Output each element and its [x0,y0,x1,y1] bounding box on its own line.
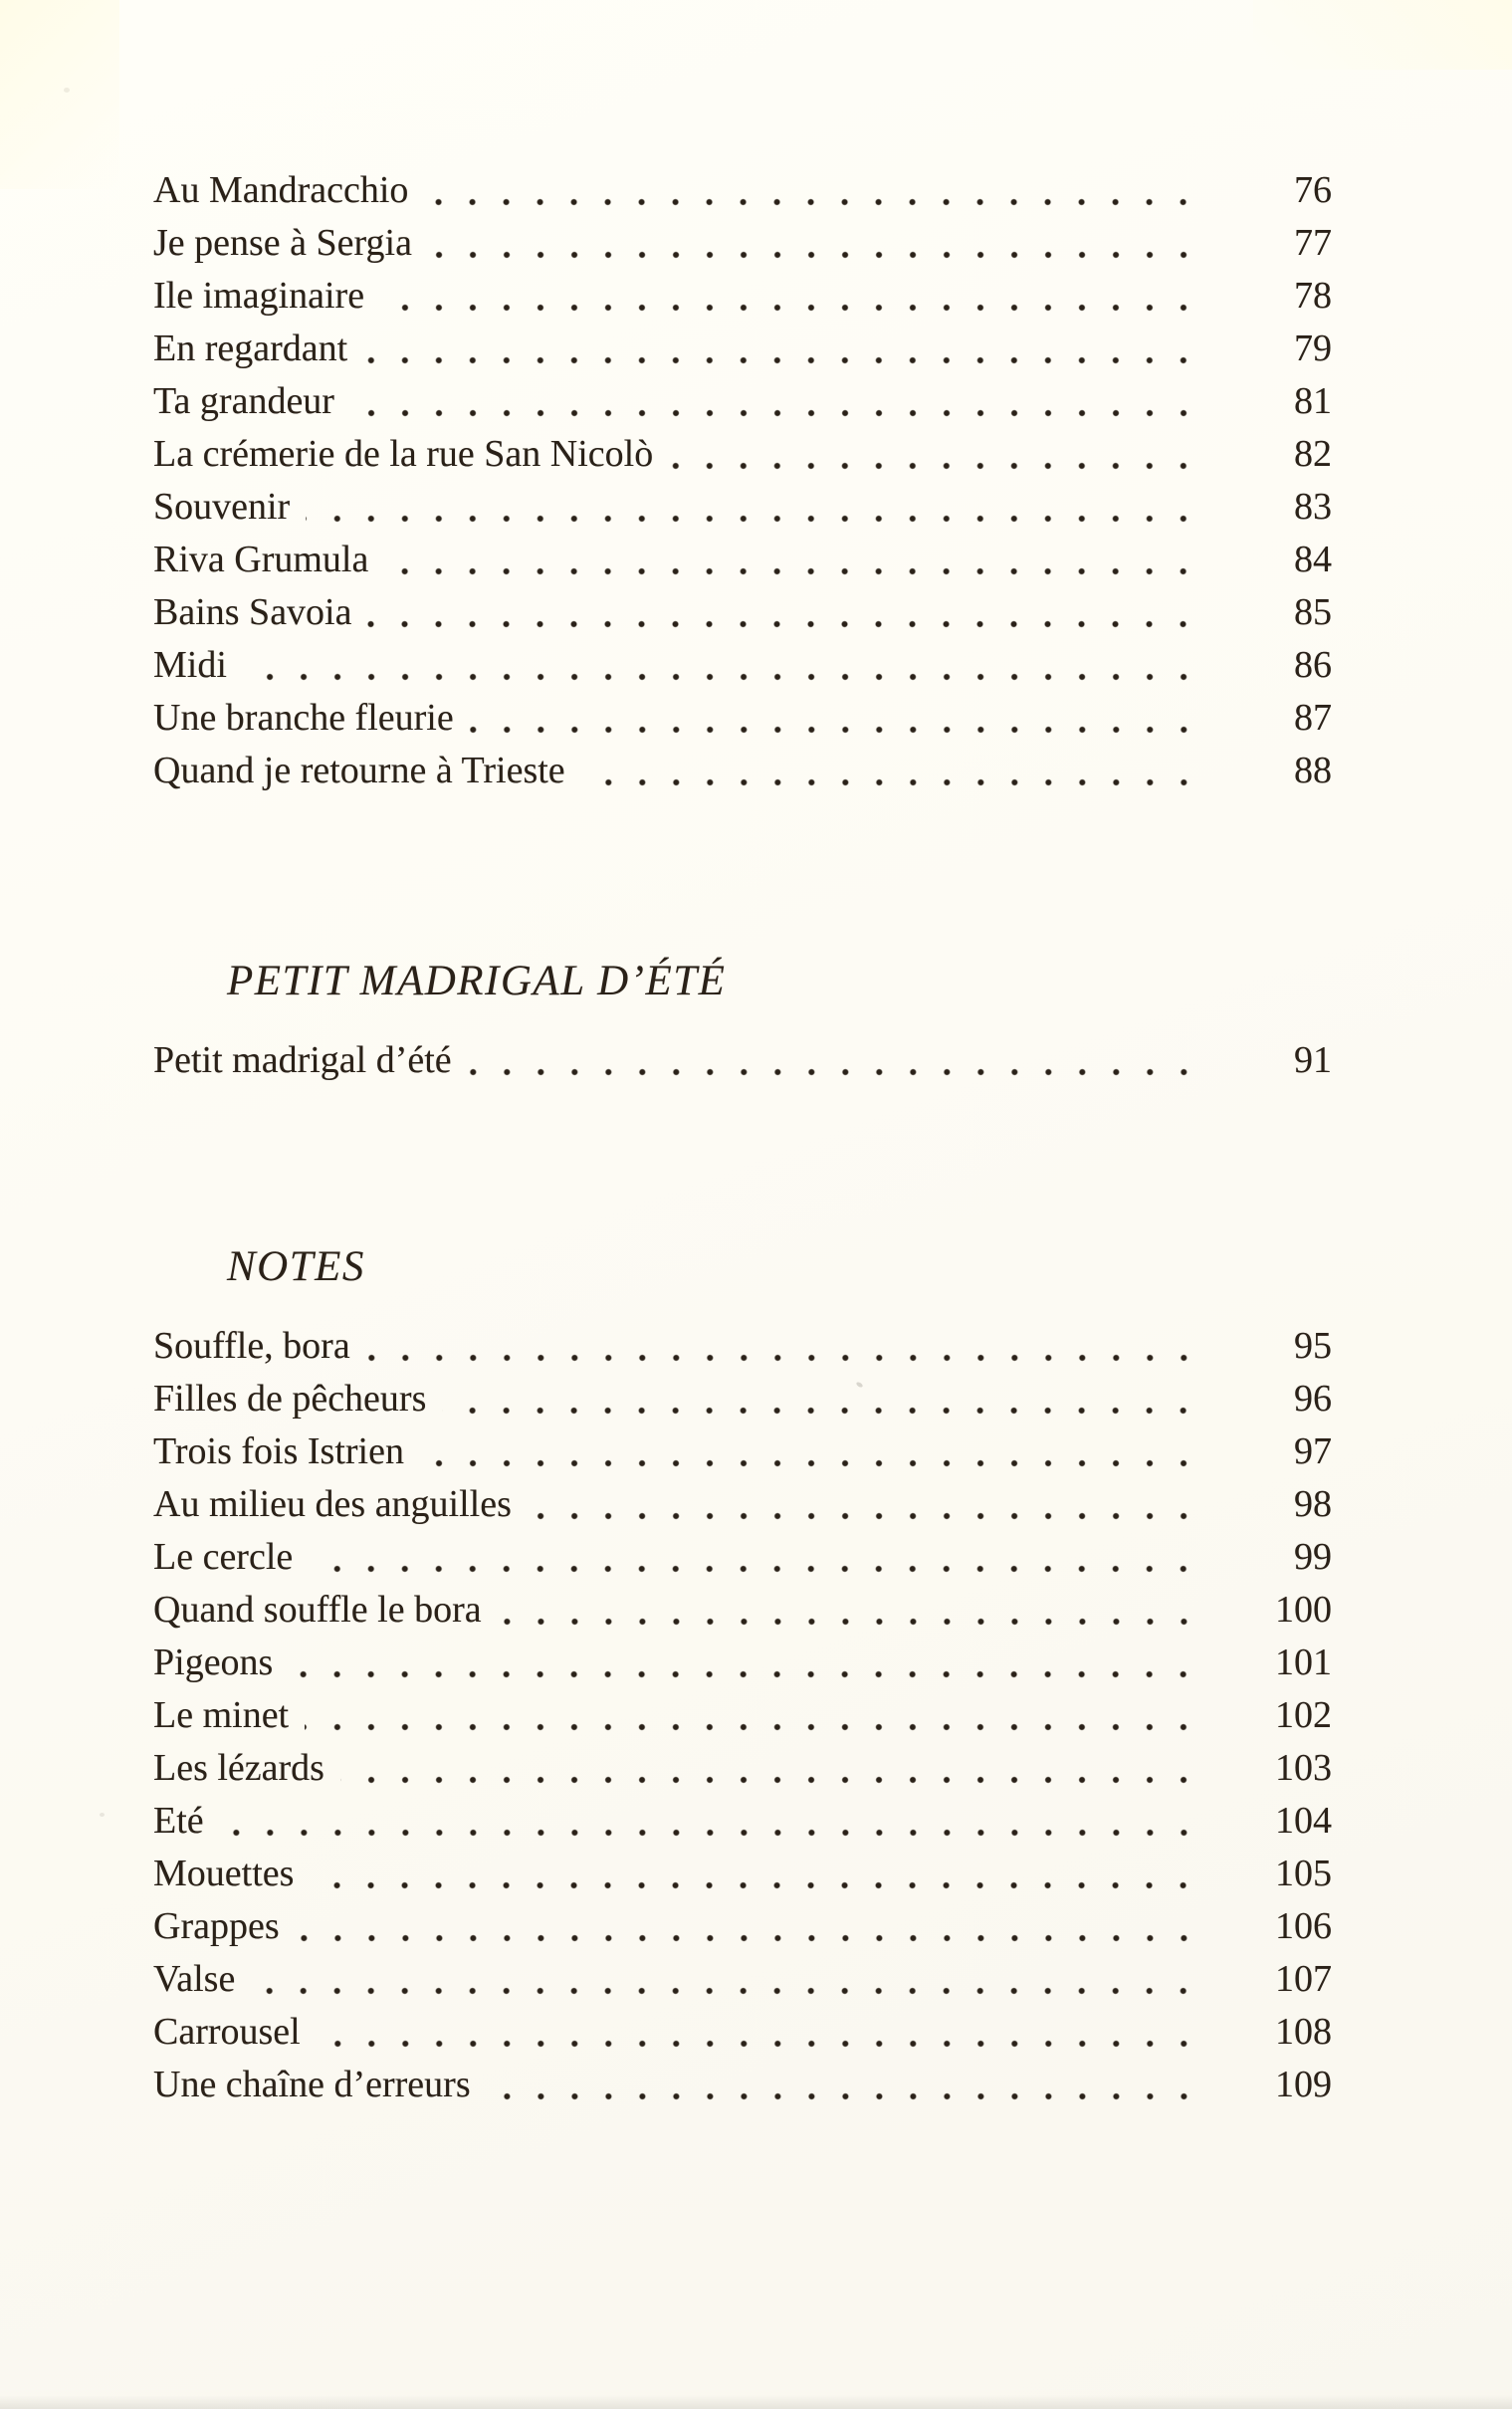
entry-title: Trois fois Istrien [153,1430,404,1472]
entry-title: Ile imaginaire [153,275,365,317]
entry-page-number: 77 [1294,222,1332,264]
toc-list [153,1320,1332,2111]
entry-title: Une branche fleurie [153,697,454,739]
entry-page-number: 86 [1294,644,1332,686]
entry-title: Ta grandeur [153,380,334,422]
entry-title: Filles de pêcheurs [153,1378,427,1420]
entry-title: Souvenir [153,486,291,528]
toc-entry [153,1689,1332,1742]
entry-page-number: 103 [1275,1747,1332,1789]
entry-page-number: 79 [1294,328,1332,369]
dot-leader [384,566,1212,576]
dot-leader [251,1986,1212,1996]
dot-leader [309,1564,1212,1574]
entry-title: Au Mandracchio [153,169,409,211]
entry-title: La crémerie de la rue San Nicolò [153,433,654,475]
entry-title: Une chaîne d’erreurs [153,2064,471,2105]
toc-entry [153,1584,1332,1637]
entry-title: Riva Grumula [153,539,369,580]
entry-title: Grappes [153,1905,280,1947]
toc-entry [153,2006,1332,2059]
entry-page-number: 106 [1275,1905,1332,1947]
entry-page-number: 95 [1294,1325,1332,1367]
toc-entry [153,745,1332,797]
toc-entry [153,1478,1332,1531]
toc-entry [153,1637,1332,1689]
entry-page-number: 97 [1294,1430,1332,1472]
dot-leader [424,197,1212,207]
entry-page-number: 91 [1294,1039,1332,1081]
dot-leader [289,1669,1212,1679]
toc-entry [153,639,1332,692]
entry-page-number: 105 [1275,1853,1332,1894]
entry-title: Je pense à Sergia [153,222,412,264]
dot-leader [420,1458,1212,1468]
toc-entry [153,1425,1332,1478]
entry-page-number: 76 [1294,169,1332,211]
dot-leader [340,1775,1212,1785]
entry-page-number: 99 [1294,1536,1332,1578]
dot-leader [487,2091,1212,2101]
dot-leader [367,619,1212,629]
entry-title: Valse [153,1958,236,2000]
toc-entry [153,375,1332,428]
entry-title: En regardant [153,328,348,369]
toc-entry [153,534,1332,586]
entry-page-number: 96 [1294,1378,1332,1420]
entry-page-number: 85 [1294,591,1332,633]
entry-title: Le minet [153,1694,290,1736]
dot-leader [581,777,1212,787]
dot-leader [220,1828,1212,1838]
entry-title: Le cercle [153,1536,294,1578]
dot-leader [468,1067,1212,1077]
entry-title: Midi [153,644,227,686]
dot-leader [470,725,1212,735]
entry-page-number: 107 [1275,1958,1332,2000]
toc-entry [153,164,1332,217]
toc-entry [153,1848,1332,1900]
entry-page-number: 83 [1294,486,1332,528]
toc-section [153,164,1332,797]
dot-leader [306,514,1212,524]
toc-entry [153,1900,1332,1953]
dot-leader [296,1933,1212,1943]
toc-entry [153,2059,1332,2111]
entry-title: Au milieu des anguilles [153,1483,512,1525]
toc-entry [153,323,1332,375]
entry-title: Bains Savoia [153,591,352,633]
toc-section [153,957,1332,1087]
toc-entry [153,1795,1332,1848]
scan-corner-tint [0,0,119,189]
entry-title: Carrousel [153,2011,301,2053]
entry-page-number: 100 [1275,1589,1332,1631]
toc-entry [153,270,1332,323]
toc-entry [153,481,1332,534]
toc-entry [153,428,1332,481]
section-heading: NOTES [227,1243,365,1290]
entry-page-number: 101 [1275,1642,1332,1683]
entry-page-number: 78 [1294,275,1332,317]
entry-page-number: 108 [1275,2011,1332,2053]
dot-leader [380,303,1212,313]
section-heading: PETIT MADRIGAL D’ÉTÉ [227,958,727,1004]
dot-leader [363,355,1212,365]
entry-title: Quand je retourne à Trieste [153,750,565,791]
toc-entry [153,692,1332,745]
entry-page-number: 81 [1294,380,1332,422]
toc-list [153,1034,1332,1087]
toc-section [153,1242,1332,2111]
dot-leader [428,250,1212,260]
scan-speck [64,88,70,93]
dot-leader [528,1511,1212,1521]
entry-title: Eté [153,1800,204,1842]
entry-page-number: 104 [1275,1800,1332,1842]
toc-entry [153,1034,1332,1087]
dot-leader [317,2039,1212,2049]
toc-entry [153,1953,1332,2006]
dot-leader [305,1722,1212,1732]
dot-leader [366,1353,1212,1363]
toc-entry [153,217,1332,270]
dot-leader [669,461,1212,471]
toc-list [153,164,1332,797]
dot-leader [442,1406,1212,1416]
dot-leader [498,1617,1212,1627]
entry-page-number: 84 [1294,539,1332,580]
entry-title: Pigeons [153,1642,274,1683]
entry-page-number: 82 [1294,433,1332,475]
entry-page-number: 109 [1275,2064,1332,2105]
entry-page-number: 87 [1294,697,1332,739]
entry-title: Petit madrigal d’été [153,1039,452,1081]
entry-page-number: 98 [1294,1483,1332,1525]
entry-title: Les lézards [153,1747,324,1789]
entry-page-number: 88 [1294,750,1332,791]
toc-entry [153,586,1332,639]
toc-entry [153,1531,1332,1584]
entry-title: Mouettes [153,1853,295,1894]
toc-entry [153,1742,1332,1795]
toc-entry [153,1320,1332,1373]
entry-title: Souffle, bora [153,1325,350,1367]
dot-leader [243,672,1212,682]
scan-speck [100,1813,105,1817]
dot-leader [350,408,1212,418]
entry-page-number: 102 [1275,1694,1332,1736]
table-of-contents [153,0,1332,2409]
toc-entry [153,1373,1332,1425]
entry-title: Quand souffle le bora [153,1589,482,1631]
dot-leader [310,1880,1212,1890]
